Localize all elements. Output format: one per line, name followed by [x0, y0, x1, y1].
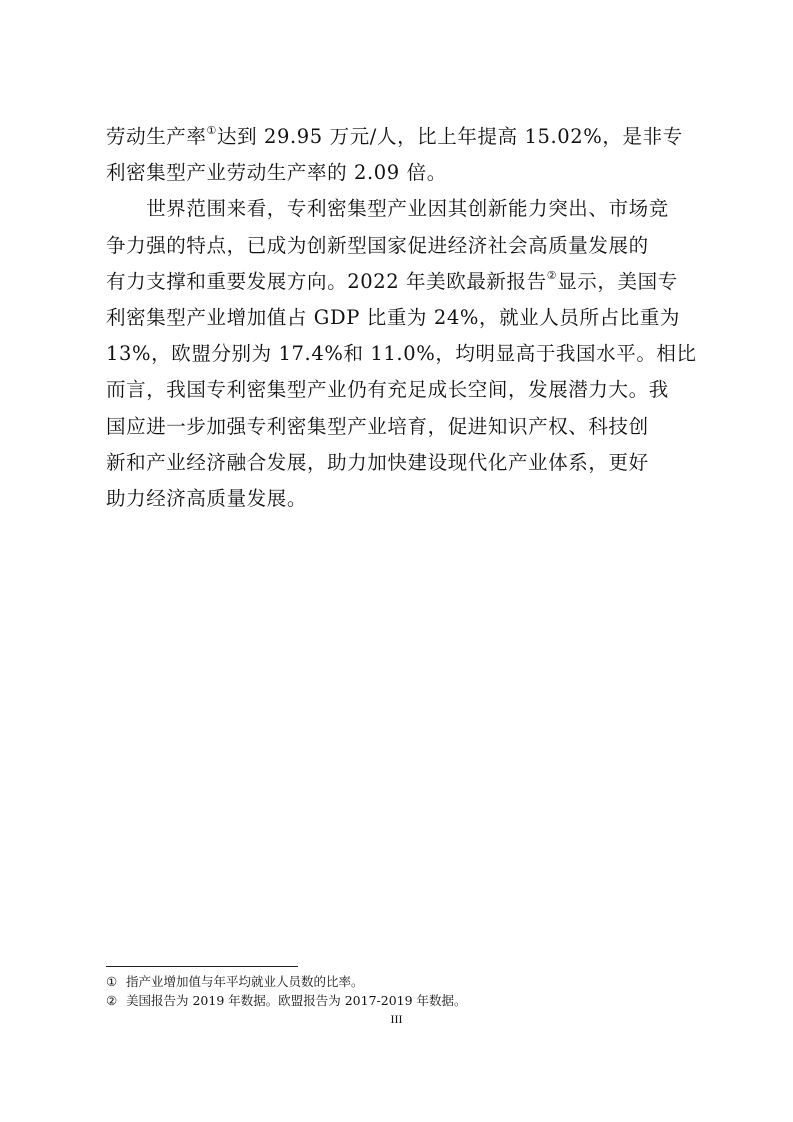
text-segment: 劳动生产率	[106, 125, 207, 148]
text-segment: 世界范围来看，专利密集型产业因其创新能力突出、市场竞	[106, 197, 669, 221]
text-line	[106, 264, 690, 300]
text-segment: 利密集型产业增加值占 GDP 比重为 24%，就业人员所占比重为	[106, 305, 680, 329]
text-segment: 显示，美国专	[557, 269, 678, 293]
text-line	[106, 191, 690, 227]
text-line	[106, 481, 690, 517]
footnote-marker-2[interactable]: ②	[546, 268, 558, 282]
text-segment: 有力支撑和重要发展方向。2022 年美欧最新报告	[106, 269, 547, 293]
footnote-text: 美国报告为 2019 年数据。欧盟报告为 2017-2019 年数据。	[126, 993, 467, 1008]
footnote-text: 指产业增加值与年平均就业人员数的比率。	[126, 974, 364, 989]
text-line	[106, 445, 690, 481]
text-segment: 而言，我国专利密集型产业仍有充足成长空间，发展潜力大。我	[106, 378, 669, 402]
text-segment: 达到 29.95 万元/人，比上年提高 15.02%，是非专	[216, 125, 683, 148]
text-line	[106, 336, 697, 372]
footnote-number: ①	[106, 974, 118, 989]
text-segment: 国应进一步加强专利密集型产业培育，促进知识产权、科技创	[106, 414, 649, 438]
text-line	[106, 119, 690, 155]
text-line	[106, 409, 690, 445]
text-segment: 争力强的特点，已成为创新型国家促进经济社会高质量发展的	[106, 233, 649, 257]
footnote-2	[106, 991, 690, 1010]
text-line	[106, 155, 690, 191]
text-segment: 13%，欧盟分别为 17.4%和 11.0%，均明显高于我国水平。相比	[106, 342, 697, 366]
footnote-marker-1[interactable]: ①	[206, 124, 217, 137]
text-segment: 利密集型产业劳动生产率的 2.09 倍。	[106, 161, 447, 185]
page-number: III	[390, 1012, 403, 1026]
footnote-1	[106, 972, 690, 991]
text-line	[106, 372, 690, 408]
body-text	[106, 119, 697, 517]
text-segment: 新和产业经济融合发展，助力加快建设现代化产业体系，更好	[106, 450, 649, 474]
footnotes	[106, 972, 690, 1010]
footnote-divider	[106, 966, 298, 967]
footnote-number: ②	[106, 993, 118, 1008]
text-line	[106, 300, 690, 336]
text-line	[106, 228, 690, 264]
text-segment: 助力经济高质量发展。	[106, 486, 308, 510]
